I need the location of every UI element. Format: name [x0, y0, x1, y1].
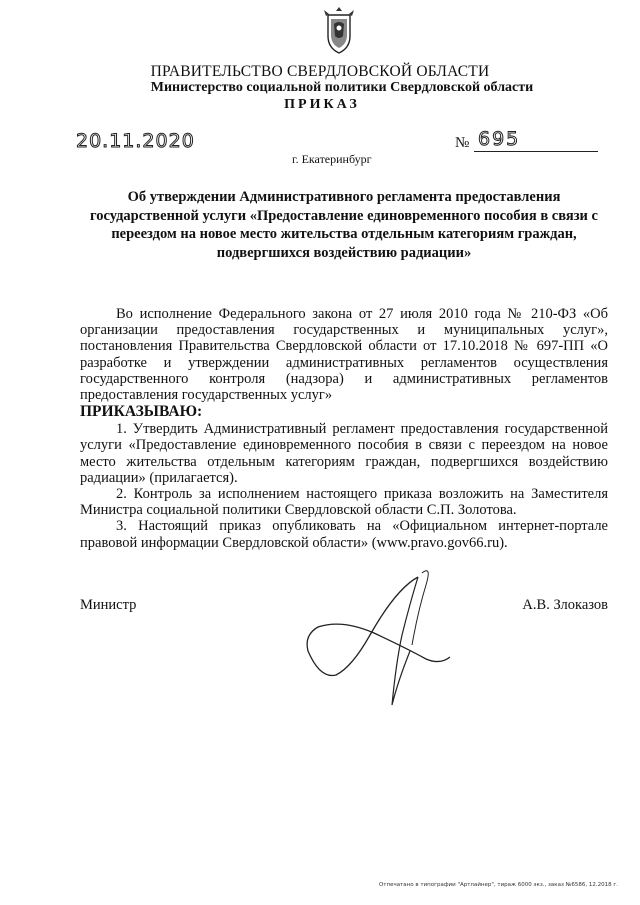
coat-of-arms-emblem	[322, 6, 356, 54]
handwritten-signature	[300, 555, 480, 725]
government-name: ПРАВИТЕЛЬСТВО СВЕРДЛОВСКОЙ ОБЛАСТИ	[150, 63, 490, 80]
order-date: 20.11.2020	[76, 130, 195, 152]
order-item-1: 1. Утвердить Административный регламент предоставления государственной услуги «Предоставление единовременного пособия в связи с переездом на новое место жительства отдельным категориям граждан, подвергшихся воздействию радиации» (прилагается).	[80, 421, 608, 486]
order-word: ПРИКАЗЫВАЮ:	[80, 403, 203, 421]
order-number: 695	[478, 128, 521, 150]
preamble-paragraph: Во исполнение Федерального закона от 27 июля 2010 года № 210-ФЗ «Об организации предоставления государственных и муниципальных услуг», постановления Правительства Свердловской области от 17.10.2018 № 697-ПП «О разработке и утверждении административных регламентов осуществления государственного контроля (надзора) и административных регламентов предоставления государственных услуг»	[80, 306, 608, 404]
number-sign: №	[455, 135, 470, 151]
order-item-3: 3. Настоящий приказ опубликовать на «Официальном интернет-портале правовой информации Свердловской области» (www.pravo.gov66.ru).	[80, 518, 608, 551]
document-type: ПРИКАЗ	[284, 97, 360, 112]
signer-position: Министр	[80, 597, 137, 613]
print-footer: Отпечатано в типографии "Артлайнер", тираж 6000 экз., заказ №6586, 12.2018 г.	[378, 882, 618, 888]
ministry-name: Министерство социальной политики Свердловской области	[150, 80, 534, 95]
number-underline	[474, 151, 598, 152]
signer-name: А.В. Злоказов	[522, 597, 608, 613]
document-body	[80, 306, 608, 551]
document-title: Об утверждении Административного регламента предоставления государственной услуги «Предоставление единовременного пособия в связи с переездом на новое место жительства отдельным категориям граждан, подвергшихся воздействию радиации»	[90, 189, 598, 261]
order-item-2: 2. Контроль за исполнением настоящего приказа возложить на Заместителя Министра социальной политики Свердловской области С.П. Золотова.	[80, 486, 608, 519]
city: г. Екатеринбург	[292, 152, 372, 166]
